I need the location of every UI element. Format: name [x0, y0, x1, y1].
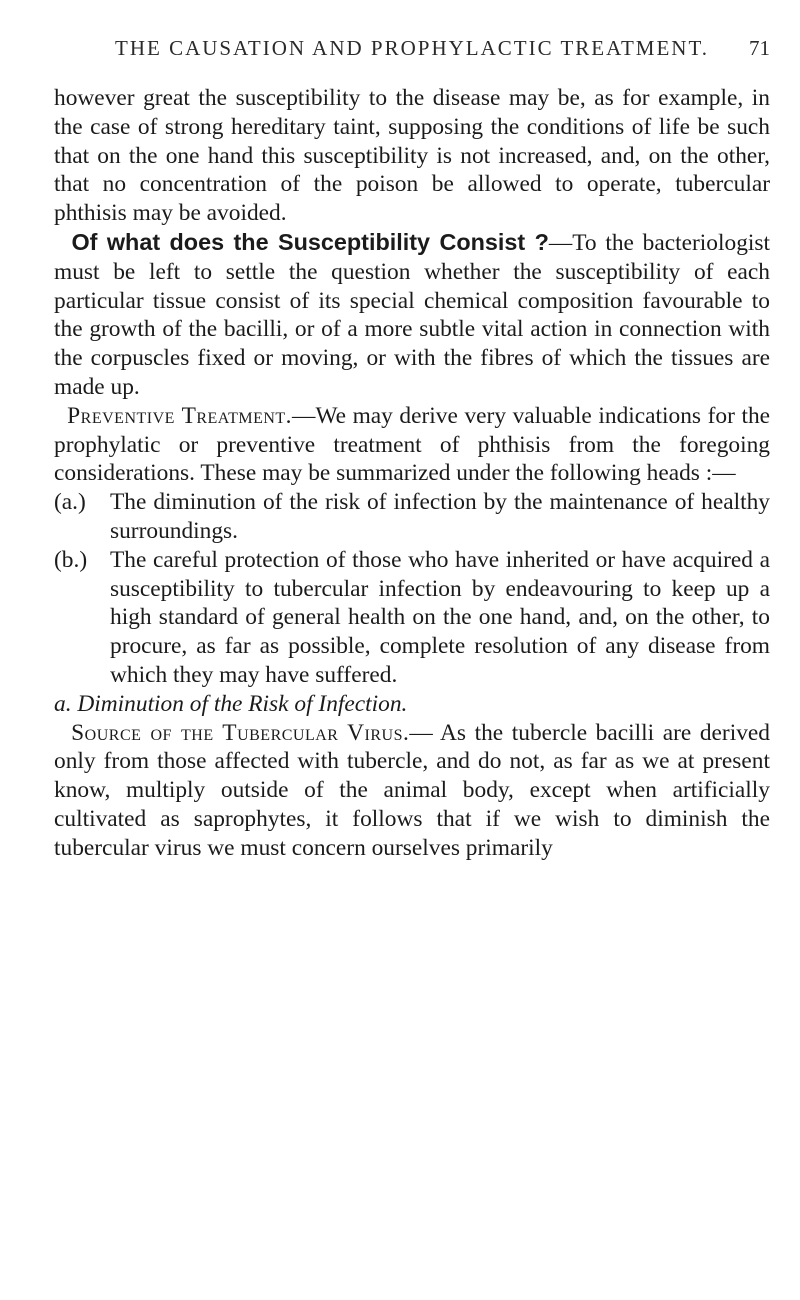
paragraph-2-heading: Of what does the Susceptibility Consist ?: [71, 228, 549, 255]
paragraph-2: [54, 228, 770, 402]
paragraph-3-heading: Preventive Treatment.: [67, 402, 293, 429]
paragraph-1: however great the susceptibility to the disease may be, as for example, in the case of strong hereditary taint, supposing the conditions of life be such that on the one hand this susceptibility is not increased, and, on the other, that no concentration of the poison be allowed to operate, tubercular phthisis may be avoided.: [54, 85, 770, 227]
list-item-a-label: (a.): [54, 489, 86, 516]
list-item-a: [54, 488, 770, 546]
page-body: [54, 84, 770, 863]
running-header: [54, 36, 770, 84]
paragraph-2-text: —To the bacteriologist must be left to settle the question whether the susceptibility of each particular tissue consist of its special chemical composition favourable to the growth of the bacilli, or of a more subtle vital action in connection with the corpuscles fixed or moving, or with the fibres of which the tissues are made up.: [54, 229, 770, 400]
paragraph-3-text: —We may derive very valuable indications for the prophylatic or preventive treatment of phthisis from the foregoing considerations. These may be summarized under the following heads :—: [54, 402, 771, 487]
list-item-b-label: (b.): [54, 546, 88, 573]
running-title: THE CAUSATION AND PROPHYLACTIC TREATMENT.: [115, 36, 709, 60]
section-subheading: a. Diminution of the Risk of Infection.: [54, 690, 408, 717]
paragraph-4-text: — As the tubercle bacilli are derived only from those affected with tubercle, and do not, as far as we at present know, multiply outside of the animal body, except when artificially cultivated as saprophytes, it follows that if we wish to diminish the tubercular virus we must concern ourselves primarily: [54, 719, 770, 861]
paragraph-4: [54, 719, 770, 863]
page-number: 71: [749, 36, 770, 60]
book-page: [0, 36, 800, 1300]
paragraph-3: [54, 402, 770, 488]
list-item-b-text: The careful protection of those who have inherited or have acquired a susceptibility to tubercular infection by endeavouring to keep up a high standard of general health on the one hand, and, on the other, to procure, as far as possible, complete resolution of any disease from which they may have suffered.: [110, 546, 770, 688]
list-item-a-text: The diminution of the risk of infection by the maintenance of healthy surroundings.: [110, 489, 770, 544]
list-item-b: [54, 546, 770, 690]
paragraph-4-heading: Source of the Tubercular Virus.: [71, 719, 410, 746]
